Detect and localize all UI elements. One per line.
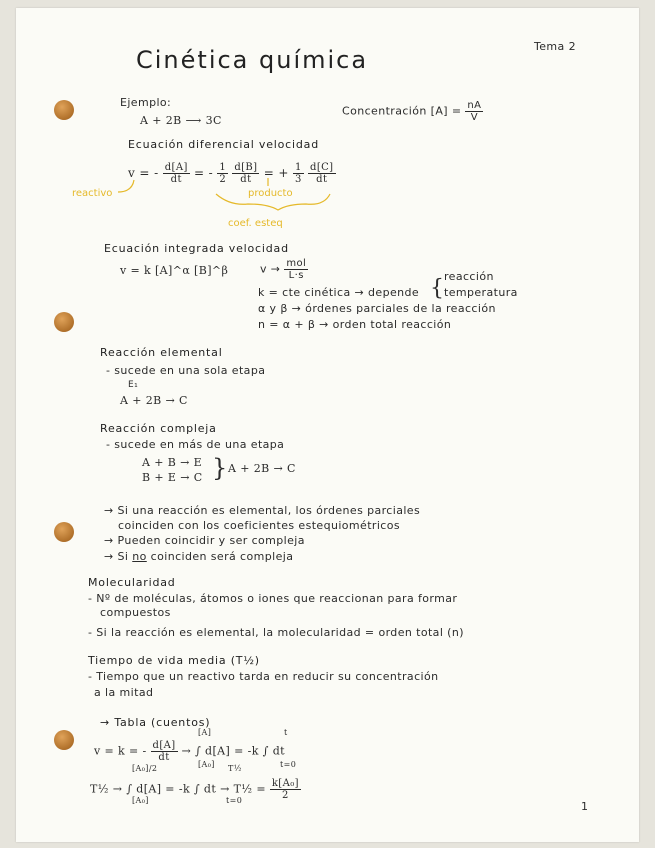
elemental-reaction: A + 2B → C [120,394,188,407]
tabla-row-2-fraction [270,778,301,801]
ec-dif-eq3: = + [263,166,289,180]
frac-den: V [470,112,478,123]
nota-line-4 [104,550,293,563]
frac-num: 1 [295,162,302,173]
elemental-line-1: - sucede en una sola etapa [106,364,266,377]
ejemplo-reaction: A + 2B ⟶ 3C [140,114,222,127]
tabla-row-1-upper-limit: [A] [198,728,212,737]
rate-law: v = k [A]^α [B]^β [120,264,229,277]
tabla-row-2-lhs: T½ → [90,782,123,796]
k-line: k = cte cinética → depende [258,286,420,299]
frac-num: d[A] [164,162,188,173]
page-title: Cinética química [136,46,369,74]
tabla-row-1-integral: → ∫ d[A] = -k ∫ dt [181,744,285,758]
frac-num: mol [286,258,307,269]
frac-den: dt [240,174,252,185]
tabla-row-1 [94,740,285,763]
concentracion-label: Concentración [A] = [342,104,462,118]
heading-ec-diferencial: Ecuación diferencial velocidad [128,138,319,151]
page-number: 1 [581,800,589,813]
frac-num: d[C] [310,162,334,173]
ec-dif-lhs: v = - [128,166,159,180]
nota-line-4-c: coinciden será compleja [146,550,294,563]
frac-num: k[A₀] [271,778,299,789]
frac-den: dt [170,174,182,185]
molecularidad-line-3: - Si la reacción es elemental, la molecularidad = orden total (n) [88,626,464,639]
frac-num: 1 [219,162,227,173]
frac-num: d[A] [152,740,176,751]
elemental-line-2: E₁ [128,380,139,390]
heading-molecularidad: Molecularidad [88,576,176,589]
tema-label: Tema 2 [534,40,576,53]
compleja-step-2: B + E → C [142,471,203,484]
alpha-beta-line: α y β → órdenes parciales de la reacción [258,302,496,315]
molecularidad-line-2: compuestos [100,606,171,619]
annotation-producto: producto [248,188,293,199]
nota-line-4-a: → Si [104,550,133,563]
frac-den: dt [158,752,170,763]
heading-reaccion-elemental: Reacción elemental [100,346,223,359]
units-fraction [284,258,308,281]
molecularidad-line-1: - Nº de moléculas, átomos o iones que reaccionan para formar [88,592,458,605]
ec-dif-eq2: = - [194,166,214,180]
tabla-row-2-arrow: → T½ = [220,782,266,796]
tabla-row-2-upper-limit: [A₀]/2 [132,764,158,773]
vida-media-line-2: a la mitad [94,686,154,699]
tabla-row-2-upper-limit-2: T½ [228,764,242,773]
units-lhs: v → [260,262,281,276]
vida-media-line-1: - Tiempo que un reactivo tarda en reducir su concentración [88,670,439,683]
tabla-row-2 [90,778,301,801]
frac-num: d[B] [234,162,258,173]
heading-reaccion-compleja: Reacción compleja [100,422,217,435]
annotation-reactivo: reactivo [72,188,113,199]
units-formula [260,258,308,281]
nota-line-1: → Si una reacción es elemental, los órdenes parciales [104,504,421,517]
compleja-line-1: - sucede en más de una etapa [106,438,285,451]
tabla-row-1-fraction [151,740,178,763]
compleja-overall: A + 2B → C [228,462,296,475]
frac-den: 3 [295,174,302,185]
orden-total-line: n = α + β → orden total reacción [258,318,452,331]
brace-icon: { [430,276,445,301]
notebook-page [16,8,639,842]
heading-vida-media: Tiempo de vida media (T½) [88,654,260,667]
frac-den: 2 [219,174,227,185]
annotation-coef-esteq: coef. esteq [228,218,283,229]
tabla-row-1-upper-limit-2: t [284,728,288,737]
k-option-reaccion: reacción [444,270,494,283]
tabla-row-1-lower-limit: [A₀] [198,760,215,769]
frac-num: nA [467,100,482,111]
brace-close-icon: } [212,454,228,482]
frac-den: dt [316,174,328,185]
tabla-row-2-lower-limit-2: t=0 [226,796,243,805]
tabla-row-2-integral: ∫ d[A] = -k ∫ dt [126,782,217,796]
nota-line-4-no: no [132,550,147,563]
heading-tabla: → Tabla (cuentos) [100,716,211,729]
frac-den: 2 [282,790,289,801]
nota-line-3: → Pueden coincidir y ser compleja [104,534,305,547]
compleja-step-1: A + B → E [142,456,203,469]
nota-line-2: coinciden con los coeficientes estequiométricos [118,519,401,532]
tabla-row-1-lhs: v = k = - [94,744,147,758]
ejemplo-label: Ejemplo: [120,96,172,109]
frac-den: L·s [288,270,304,281]
tabla-row-2-lower-limit: [A₀] [132,796,149,805]
tabla-row-1-lower-limit-2: t=0 [280,760,297,769]
k-option-temperatura: temperatura [444,286,518,299]
heading-ec-integrada: Ecuación integrada velocidad [104,242,289,255]
